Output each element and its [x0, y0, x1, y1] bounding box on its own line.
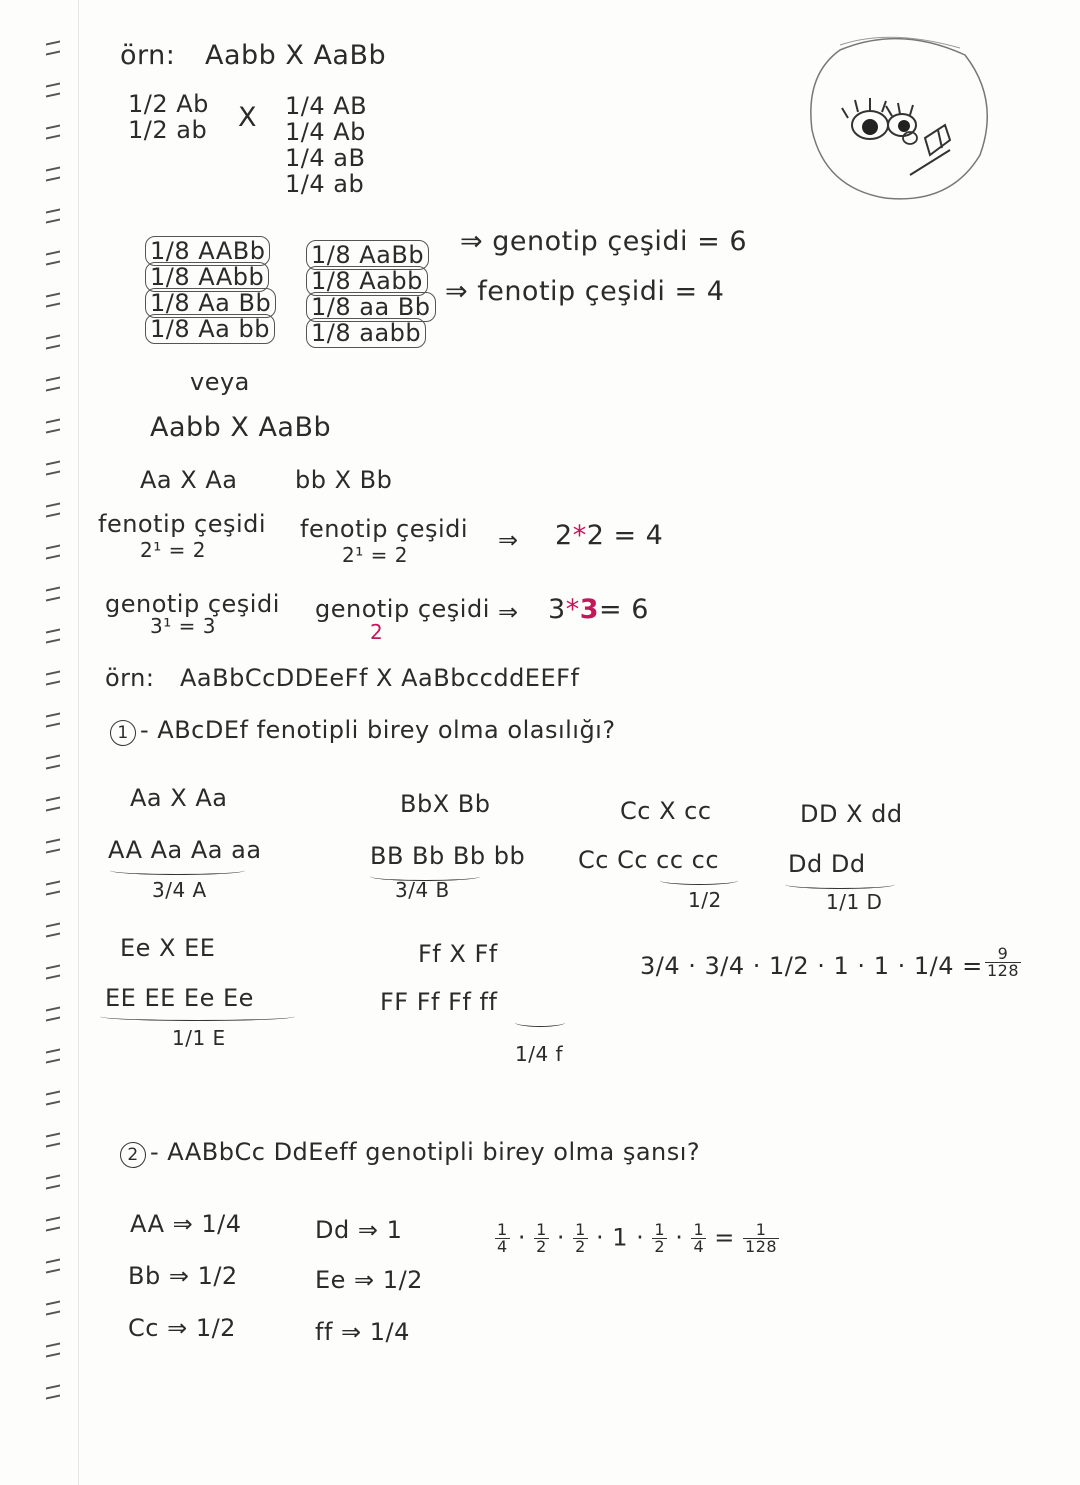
- spiral-ring: [46, 671, 60, 686]
- underline-brace: [785, 880, 895, 889]
- spiral-ring: [46, 461, 60, 476]
- q2-item: Dd ⇒ 1: [315, 1216, 403, 1244]
- gene-result: 1/4 f: [515, 1042, 564, 1066]
- example2-cross: AaBbCcDDEeFf X AaBbccddEEFf: [180, 664, 580, 692]
- gen-calc-a: 3: [548, 594, 566, 625]
- gene-result: 1/2: [688, 888, 722, 912]
- fen1-value: 2¹ = 2: [140, 538, 206, 562]
- fen1-label: fenotip çeşidi: [98, 510, 267, 538]
- gene-offspring: AA Aa Aa aa: [108, 836, 262, 864]
- spiral-ring: [46, 629, 60, 644]
- spiral-binding: [0, 0, 80, 1485]
- spiral-ring: [46, 1049, 60, 1064]
- example1-label: örn:: [120, 40, 176, 71]
- q2-answer: $\frac{1}{128}$: [745, 1220, 778, 1256]
- underline-brace: [110, 866, 245, 875]
- gene-offspring: Cc Cc cc cc: [578, 846, 720, 874]
- gen-calc-c: = 6: [598, 594, 649, 625]
- q2-item: Bb ⇒ 1/2: [128, 1262, 238, 1290]
- spiral-ring: [46, 293, 60, 308]
- fen2-label: fenotip çeşidi: [300, 515, 469, 543]
- gene-cross: DD X dd: [800, 800, 903, 828]
- gen2-value: 2: [370, 620, 384, 644]
- alt-cross: Aabb X AaBb: [150, 412, 332, 443]
- arrow: ⇒: [498, 598, 519, 626]
- genotype-result: ⇒ genotip çeşidi = 6: [460, 226, 748, 257]
- q2-item: AA ⇒ 1/4: [130, 1210, 242, 1238]
- spiral-ring: [46, 335, 60, 350]
- offspring-left: 1/8 Aa Bb: [145, 288, 276, 318]
- fen2-value: 2¹ = 2: [342, 543, 408, 567]
- gene-result: 3/4 A: [152, 878, 207, 902]
- q1-product: 3/4 · 3/4 · 1/2 · 1 · 1 · 1/4 =: [640, 952, 983, 980]
- alt-sub-cross: bb X Bb: [295, 466, 393, 494]
- spiral-ring: [46, 503, 60, 518]
- parent2-gamete: 1/4 Ab: [285, 118, 366, 146]
- arrow: ⇒: [498, 526, 519, 554]
- parent2-gamete: 1/4 aB: [285, 144, 366, 172]
- gen-calc-op: *: [565, 594, 580, 625]
- gene-cross: Ee X EE: [120, 934, 216, 962]
- gene-cross: Ff X Ff: [418, 940, 498, 968]
- spiral-ring: [46, 251, 60, 266]
- spiral-ring: [46, 83, 60, 98]
- fraction: $\frac{1}{4}$: [497, 1220, 508, 1256]
- spiral-ring: [46, 839, 60, 854]
- gen-calc-b: 3: [579, 594, 599, 625]
- offspring-left: 1/8 AABb: [145, 236, 270, 266]
- spiral-ring: [46, 545, 60, 560]
- parent2-gamete: 1/4 ab: [285, 170, 365, 198]
- fraction: $\frac{1}{2}$: [536, 1220, 547, 1256]
- spiral-ring: [46, 1259, 60, 1274]
- offspring-left: 1/8 Aa bb: [145, 314, 275, 344]
- gene-cross: BbX Bb: [400, 790, 491, 818]
- fraction: $\frac{1}{2}$: [654, 1220, 666, 1256]
- spiral-ring: [46, 377, 60, 392]
- parent1-gamete: 1/2 ab: [128, 116, 208, 144]
- question-text: - AABbCc DdEeff genotipli birey olma şansı?: [150, 1138, 701, 1166]
- q2-product: $\frac{1}{4}$ · $\frac{1}{2}$ · $\frac{1}{2}$ · 1 · $\frac{1}{2}$ · $\frac{1}{4}$ = $\frac{1}{128}$: [497, 1220, 778, 1256]
- offspring-right: 1/8 aa Bb: [306, 292, 436, 322]
- gene-cross: Cc X cc: [620, 797, 712, 825]
- spiral-ring: [46, 965, 60, 980]
- spiral-ring: [46, 1091, 60, 1106]
- fraction: $\frac{1}{4}$: [693, 1220, 705, 1256]
- cross-symbol: X: [238, 102, 257, 133]
- gene-result: 3/4 B: [395, 878, 450, 902]
- spiral-ring: [46, 923, 60, 938]
- underline-brace: [100, 1012, 295, 1021]
- spiral-ring: [46, 209, 60, 224]
- alt-sub-cross: Aa X Aa: [140, 466, 238, 494]
- example1-cross: Aabb X AaBb: [205, 40, 387, 71]
- gene-offspring: EE EE Ee Ee: [105, 984, 254, 1012]
- spiral-ring: [46, 1133, 60, 1148]
- spiral-ring: [46, 1343, 60, 1358]
- fen-calc-a: 2: [555, 520, 573, 551]
- spiral-ring: [46, 41, 60, 56]
- spiral-ring: [46, 1007, 60, 1022]
- example2-label: örn:: [105, 664, 155, 692]
- offspring-right: 1/8 Aabb: [306, 266, 428, 296]
- fen-calc-b: 2 = 4: [586, 520, 664, 551]
- spiral-ring: [46, 755, 60, 770]
- q2-item: Ee ⇒ 1/2: [315, 1266, 423, 1294]
- spiral-ring: [46, 713, 60, 728]
- spiral-ring: [46, 881, 60, 896]
- q1-answer: $\frac{9}{128}$: [987, 944, 1020, 980]
- spiral-ring: [46, 587, 60, 602]
- question-number: 1: [110, 720, 136, 746]
- gen1-label: genotip çeşidi: [105, 590, 280, 618]
- offspring-right: 1/8 aabb: [306, 318, 426, 348]
- fen-calc-op: *: [572, 520, 587, 551]
- gene-offspring: Dd Dd: [788, 850, 866, 878]
- spiral-ring: [46, 419, 60, 434]
- q2-item: ff ⇒ 1/4: [315, 1318, 410, 1346]
- question-number: 2: [120, 1142, 146, 1168]
- spiral-ring: [46, 1175, 60, 1190]
- spiral-ring: [46, 1217, 60, 1232]
- gen2-label: genotip çeşidi: [315, 595, 490, 623]
- spiral-ring: [46, 167, 60, 182]
- gen1-value: 3¹ = 3: [150, 614, 216, 638]
- spiral-ring: [46, 1385, 60, 1400]
- q2-item: Cc ⇒ 1/2: [128, 1314, 236, 1342]
- underline-brace: [660, 876, 738, 885]
- gene-result: 1/1 D: [826, 890, 883, 914]
- parent2-gamete: 1/4 AB: [285, 92, 368, 120]
- spiral-ring: [46, 1301, 60, 1316]
- underline-brace: [515, 1018, 565, 1027]
- face-doodle-icon: [800, 30, 995, 205]
- gene-offspring: FF Ff Ff ff: [380, 988, 498, 1016]
- gene-offspring: BB Bb Bb bb: [370, 842, 526, 870]
- gene-cross: Aa X Aa: [130, 784, 228, 812]
- fraction: $\frac{1}{2}$: [575, 1220, 586, 1256]
- spiral-ring: [46, 797, 60, 812]
- phenotype-result: ⇒ fenotip çeşidi = 4: [445, 276, 725, 307]
- gene-result: 1/1 E: [172, 1026, 226, 1050]
- offspring-right: 1/8 AaBb: [306, 240, 429, 270]
- parent1-gamete: 1/2 Ab: [128, 90, 209, 118]
- margin-line: [78, 0, 79, 1485]
- offspring-left: 1/8 AAbb: [145, 262, 269, 292]
- veya-label: veya: [190, 368, 250, 396]
- question-text: - ABcDEf fenotipli birey olma olasılığı?: [140, 716, 616, 744]
- spiral-ring: [46, 125, 60, 140]
